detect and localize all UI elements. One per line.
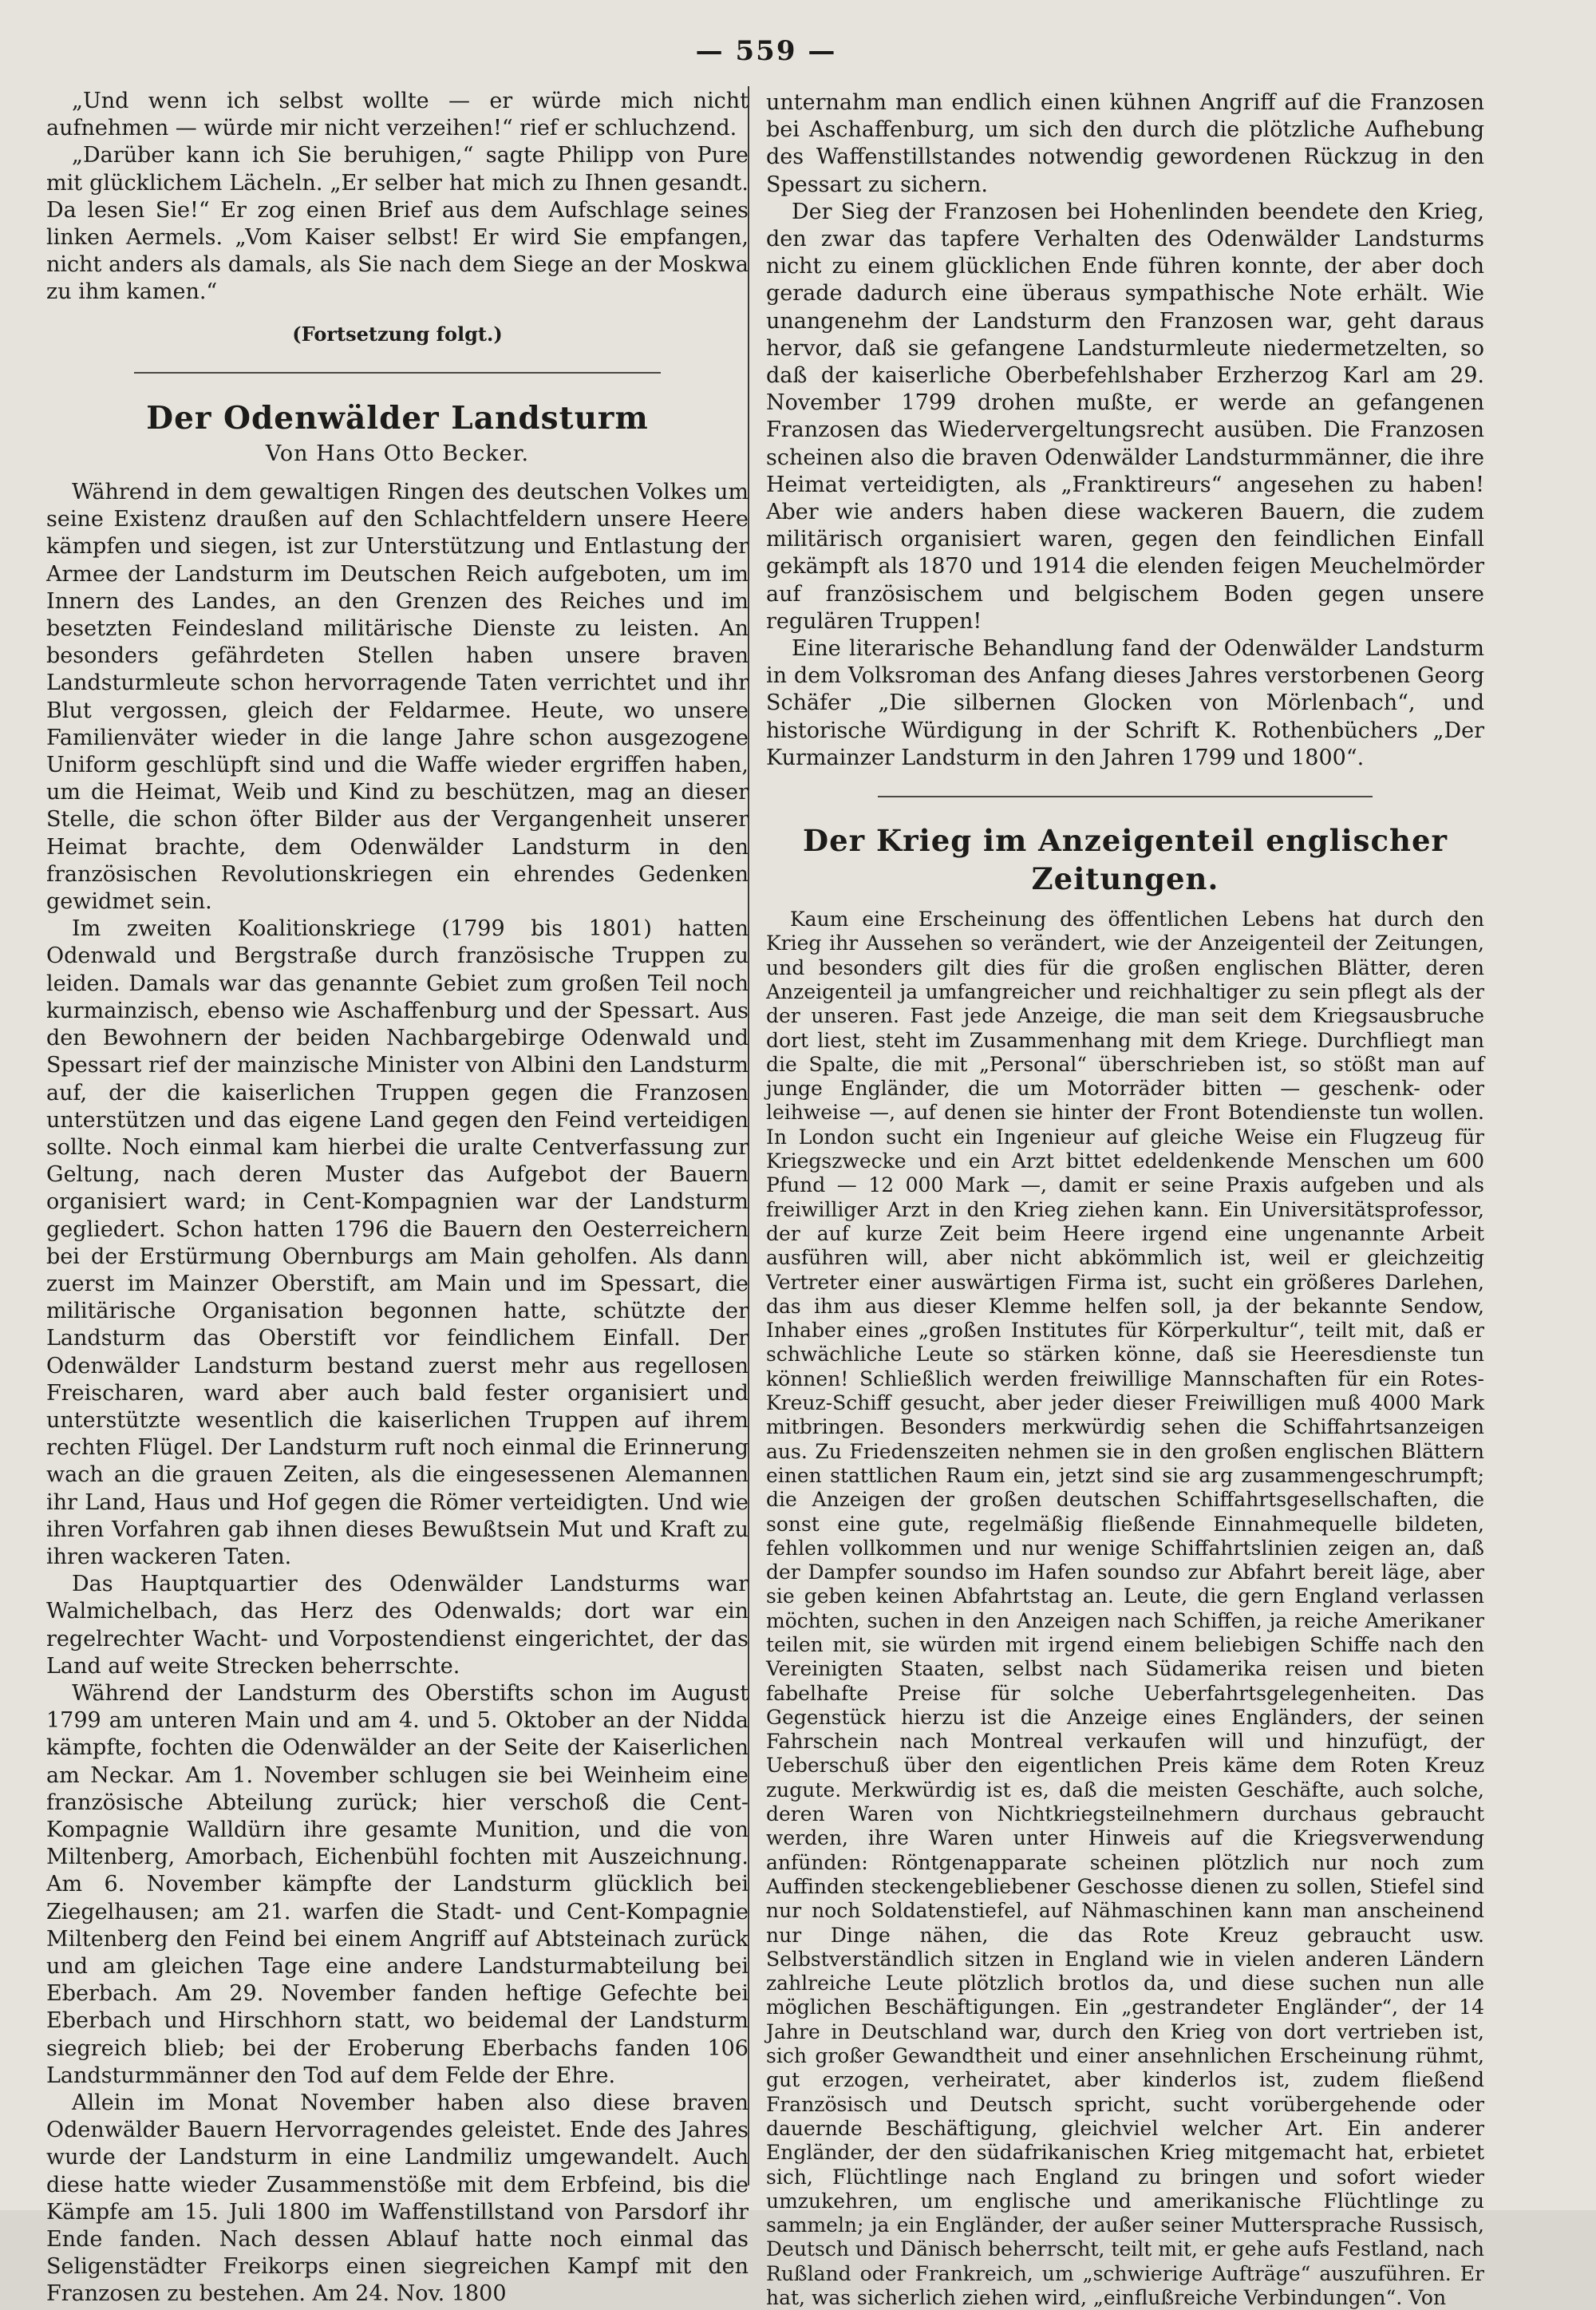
article-paragraph: Im zweiten Koalitionskriege (1799 bis 1801) hatten Odenwald und Bergstraße durch französische Truppen zu leiden. Damals war das genannte Gebiet zum großen Teil noch kurmainzisch, ebenso wie Aschaffenburg und der Spessart. Aus den Bewohnern der beiden Nachbargebirge Odenwald und Spessart rief der mainzische Minister von Albini den Landsturm auf, der die kaiserlichen Truppen gegen die Franzosen unterstützen und das eigene Land gegen den Feind verteidigen sollte. Noch einmal kam hierbei die uralte Centverfassung zur Geltung, nach deren Muster das Aufgebot der Bauern organisiert ward; in Cent-Kompagnien war der Landsturm gegliedert. Schon hatten 1796 die Bauern den Oesterreichern bei der Erstürmung Obernburgs am Main geholfen. Als dann zuerst im Mainzer Oberstift, am Main und im Spessart, die militärische Organisation begonnen hatte, schützte der Landsturm das Oberstift vor feindlichem Einfall. Der Odenwälder Landsturm bestand zuerst mehr aus regellosen Freischaren, ward aber auch bald fester organisiert und unterstützte wesentlich die kaiserlichen Truppen auf ihrem rechten Flügel. Der Landsturm ruft noch einmal die Erinnerung wach an die grauen Zeiten, als die eingesessenen Alemannen ihr Land, Haus und Hof gegen die Römer verteidigten. Und wie ihren Vorfahren gab ihnen dieses Bewußtsein Mut und Kraft zu ihren wackeren Taten. <box>46 916 749 1569</box>
page-number: — 559 — <box>695 35 837 67</box>
article-paragraph: Das Hauptquartier des Odenwälder Landsturms war Walmichelbach, das Herz des Odenwalds; dort war ein regelrechter Wacht- und Vorpostendienst eingerichtet, der das Land auf weite Strecken beherrschte. <box>46 1572 749 1679</box>
article-paragraph: unternahm man endlich einen kühnen Angriff auf die Franzosen bei Aschaffenburg, um sich den durch die plötzliche Aufhebung des Waffenstillstandes notwendig gewordenen Rückzug in den Spessart zu sichern. <box>766 90 1484 197</box>
article2-paragraph: Kaum eine Erscheinung des öffentlichen Lebens hat durch den Krieg ihr Aussehen so verändert, wie der Anzeigenteil der Zeitungen, und besonders gilt dies für die großen englischen Blätter, deren Anzeigenteil ja umfangreicher und reichhaltiger zu sein pflegt als der der unseren. Fast jede Anzeige, die man seit dem Kriegsausbruche dort liest, steht im Zusammenhang mit dem Kriege. Durchfliegt man die Spalte, die mit „Personal“ überschrieben ist, so stößt man auf junge Engländer, die um Motorräder bitten — geschenk- oder leihweise —, auf denen sie hinter der Front Botendienste tun wollen. In London sucht ein Ingenieur auf gleiche Weise ein Flugzeug für Kriegszwecke und ein Arzt bittet edeldenkende Menschen um 600 Pfund — 12 000 Mark —, damit er seine Praxis aufgeben und als freiwilliger Arzt in den Krieg ziehen kann. Ein Universitätsprofessor, der auf kurze Zeit beim Heere irgend eine ungenannte Arbeit ausführen will, aber nicht abkömmlich ist, weil er gleichzeitig Vertreter einer auswärtigen Firma ist, sucht ein größeres Darlehen, das ihm aus dieser Klemme helfen soll, ja der bekannte Sendow, Inhaber eines „großen Institutes für Körperkultur“, teilt mit, daß er schwächliche Leute so stärken könne, daß sie Heeresdienste tun können! Schließlich werden freiwillige Mannschaften für ein Rotes-Kreuz-Schiff gesucht, aber jeder dieser Freiwilligen muß 4000 Mark mitbringen. Besonders merkwürdig sehen die Schiffahrtsanzeigen aus. Zu Friedenszeiten nehmen sie in den großen englischen Blättern einen stattlichen Raum ein, jetzt sind sie arg zusammengeschrumpft; die Anzeigen der großen deutschen Schiffahrtsgesellschaften, die sonst eine gute, regelmäßig fließende Einnahmequelle bildeten, fehlen vollkommen und nur wenige Schiffahrtslinien zeigen an, daß der Dampfer soundso im Hafen soundso zur Abfahrt bereit läge, aber sie geben keinen Abfahrtstag an. Leute, die gern England verlassen möchten, suchen in den Anzeigen nach Schiffen, ja reiche Amerikaner teilen mit, sie würden mit irgend einem beliebigen Schiffe nach den Vereinigten Staaten, selbst nach Südamerika reisen und bieten fabelhafte Preise für solche Ueberfahrtsgelegenheiten. Das Gegenstück hierzu ist die Anzeige eines Engländers, der seinen Fahrschein nach Montreal verkaufen will und hinzufügt, der Ueberschuß über den eigentlichen Preis käme dem Roten Kreuz zugute. Merkwürdig ist es, daß die meisten Geschäfte, auch solche, deren Waren von Nichtkriegsteilnehmern durchaus gebraucht werden, ihre Waren unter Hinweis auf die Kriegsverwendung anfünden: Röntgenapparate scheinen plötzlich nur noch zum Auffinden steckengebliebener Geschosse dienen zu sollen, Stiefel sind nur noch Soldatenstiefel, auf Nähmaschinen kann man anscheinend nur Dinge nähen, die das Rote Kreuz gebraucht usw. Selbstverständlich sitzen in England wie in vielen anderen Ländern zahlreiche Leute plötzlich brotlos da, und diese suchen nun alle möglichen Beschäftigungen. Ein „gestrandeter Engländer“, der 14 Jahre in Deutschland war, durch den Krieg von dort vertrieben ist, sich großer Gewandtheit und einer ansehnlichen Erscheinung rühmt, gut erzogen, verheiratet, aber kinderlos ist, zudem fließend Französisch und Deutsch spricht, sucht vorübergehende oder dauernde Beschäftigung, gleichviel welcher Art. Ein anderer Engländer, der den südafrikanischen Krieg mitgemacht hat, erbietet sich, Flüchtlinge nach England zu bringen und sofort wieder umzukehren, um englische und amerikanische Flüchtlinge zu sammeln; ja ein Engländer, der außer seiner Muttersprache Russisch, Deutsch und Dänisch beherrscht, teilt mit, er gehe aufs Festland, nach Rußland oder Frankreich, um „schwierige Aufträge“ auszuführen. Er hat, was sicherlich ziehen wird, „einflußreiche Verbindungen“. Von <box>766 908 1484 2309</box>
left-column <box>46 88 749 2308</box>
article-paragraph: Der Sieg der Franzosen bei Hohenlinden beendete den Krieg, den zwar das tapfere Verhalten des Odenwälder Landsturms nicht zu einem glücklichen Ende führen konnte, der aber doch gerade dadurch eine überaus sympathische Note erhält. Wie unangenehm der Landsturm den Franzosen war, geht daraus hervor, daß sie gefangene Landsturmleute niedermetzelten, so daß der kaiserliche Oberbefehlshaber Erzherzog Karl am 29. November 1799 drohen mußte, er werde an gefangenen Franzosen das Wiedervergeltungsrecht ausüben. Die Franzosen scheinen also die braven Odenwälder Landsturmmänner, die ihre Heimat verteidigten, als „Franktireurs“ angesehen zu haben! Aber wie anders haben diese wackeren Bauern, die zudem militärisch organisiert waren, gegen den feindlichen Einfall gekämpft als 1870 und 1914 die elenden feigen Meuchelmörder auf französischem und belgischem Boden gegen unsere regulären Truppen! <box>766 199 1484 634</box>
story-paragraph: „Und wenn ich selbst wollte — er würde mich nicht aufnehmen — würde mir nicht verzeihen!“ rief er schluchzend. <box>46 89 749 141</box>
article-paragraph: Eine literarische Behandlung fand der Odenwälder Landsturm in dem Volksroman des Anfang dieses Jahres verstorbenen Georg Schäfer „Die silbernen Glocken von Mörlenbach“, und historische Würdigung in der Schrift K. Rothenbüchers „Der Kurmainzer Landsturm in den Jahren 1799 und 1800“. <box>766 636 1484 770</box>
story-paragraph: „Darüber kann ich Sie beruhigen,“ sagte Philipp von Pure mit glücklichem Lächeln. „Er selber hat mich zu Ihnen gesandt. Da lesen Sie!“ Er zog einen Brief aus dem Aufschlage seines linken Aermels. „Vom Kaiser selbst! Er wird Sie empfangen, nicht anders als damals, als Sie nach dem Siege an der Moskwa zu ihm kamen.“ <box>46 143 749 305</box>
article2-title: Der Krieg im Anzeigenteil englischer Zeitungen. <box>803 823 1448 897</box>
article-title: Der Odenwälder Landsturm <box>146 399 649 437</box>
continuation-note: (Fortsetzung folgt.) <box>292 322 503 346</box>
article-paragraph: Allein im Monat November haben also diese braven Odenwälder Bauern Hervorragendes geleistet. Ende des Jahres wurde der Landsturm in eine Landmiliz umgewandelt. Auch diese hatte wieder Zusammenstöße mit dem Erbfeind, bis die Kämpfe am 15. Juli 1800 im Waffenstillstand von Parsdorf ihr Ende fanden. Nach dessen Ablauf hatte noch einmal das Seligenstädter Freikorps einen siegreichen Kampf mit den Franzosen zu bestehen. Am 24. Nov. 1800 <box>46 2090 749 2307</box>
right-column <box>766 89 1484 2310</box>
article2-body <box>766 908 1484 2310</box>
section-separator <box>134 372 661 374</box>
article-paragraph: Während der Landsturm des Oberstifts schon im August 1799 am unteren Main und am 4. und 5. Oktober an der Nidda kämpfte, fochten die Odenwälder an der Seite der Kaiserlichen am Neckar. Am 1. November schlugen sie bei Weinheim eine französische Abteilung zurück; hier verschoß die Cent-Kompagnie Walldürn ihre gesamte Munition, und die von Miltenberg, Amorbach, Eichenbühl fochten mit Auszeichnung. Am 6. November kämpfte der Landsturm glücklich bei Ziegelhausen; am 21. warfen die Stadt- und Cent-Kompagnie Miltenberg den Feind bei einem Angriff auf Abtsteinach zurück und am gleichen Tage eine andere Landsturmabteilung bei Eberbach. Am 29. November fanden heftige Gefechte bei Eberbach und Hirschhorn statt, wo beidemal der Landsturm siegreich blieb; bei der Eroberung Eberbachs fanden 106 Landsturmmänner den Tod auf dem Felde der Ehre. <box>46 1680 749 2088</box>
section-separator <box>878 796 1373 797</box>
article-paragraph: Während in dem gewaltigen Ringen des deutschen Volkes um seine Existenz draußen auf den Schlachtfeldern unsere Heere kämpfen und siegen, ist zur Unterstützung und Entlastung der Armee der Landsturm im Deutschen Reich aufgeboten, um im Innern des Landes, an den Grenzen des Reiches und im besetzten Feindesland militärische Dienste zu leisten. An besonders gefährdeten Stellen haben unsere braven Landsturmleute schon hervorragende Taten verrichtet und ihr Blut vergossen, gleich der Feldarmee. Heute, wo unsere Familienväter wieder in die lange Jahre schon ausgezogene Uniform geschlüpft sind und die Waffe wieder ergriffen haben, um die Heimat, Weib und Kind zu beschützen, mag an dieser Stelle, die schon öfter Bilder aus der Vergangenheit unserer Heimat brachte, dem Odenwälder Landsturm in den französischen Revolutionskriegen ein ehrendes Gedenken gewidmet sein. <box>46 480 749 915</box>
article-byline: Von Hans Otto Becker. <box>265 441 530 466</box>
